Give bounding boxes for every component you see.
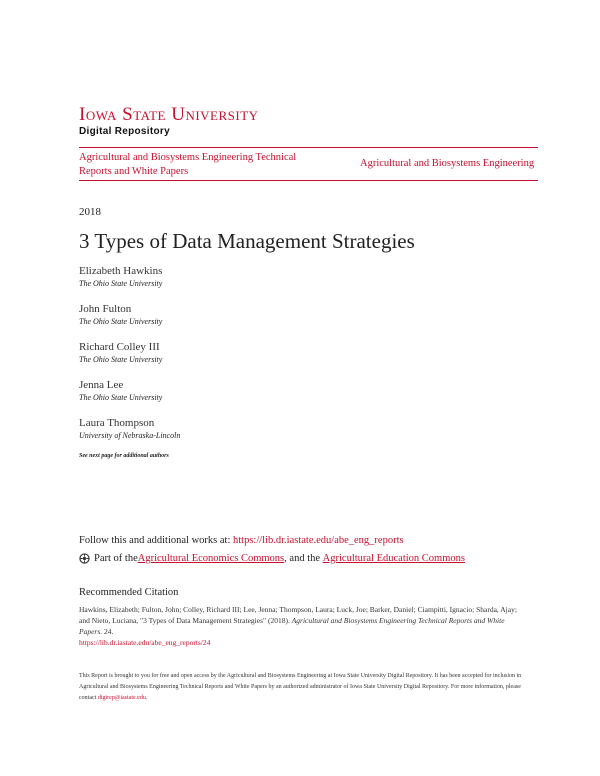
citation-series: Agricultural and Biosystems Engineering Technical Reports and White Papers — [79, 616, 505, 636]
header-top-rule — [79, 147, 538, 148]
citation-authors: Hawkins, Elizabeth; Fulton, John; Colley, Richard III; Lee, Jenna; Thompson, Laura; Luck, Joe; Barker, Daniel; Ciampitti, Ignacio; Sharda, Ajay; and Nieto, Luciana, "3 Types of Data Management Strategies" (2018). — [79, 605, 517, 625]
author-name: John Fulton — [79, 303, 132, 315]
author-name: Jenna Lee — [79, 379, 124, 391]
citation-text — [79, 604, 529, 648]
author-affiliation: The Ohio State University — [79, 355, 163, 364]
header-bottom-rule — [79, 180, 538, 181]
follow-prefix: Follow this and additional works at: — [79, 535, 233, 546]
additional-authors-note: See next page for additional authors — [79, 453, 169, 459]
citation-number: . 24. — [100, 627, 114, 636]
document-title: 3 Types of Data Management Strategies — [79, 229, 415, 253]
access-statement — [79, 671, 529, 704]
university-logo[interactable] — [79, 105, 259, 137]
recommended-citation-heading: Recommended Citation — [79, 587, 179, 598]
author-affiliation: The Ohio State University — [79, 393, 163, 402]
logo-main-text: Iowa State University — [79, 104, 259, 125]
part-of-line — [79, 553, 465, 564]
logo-sub-text: Digital Repository — [79, 126, 170, 137]
author-block — [79, 303, 379, 327]
author-block — [79, 379, 379, 403]
citation-url-link[interactable]: https://lib.dr.iastate.edu/abe_eng_reports/24 — [79, 638, 211, 647]
publication-year: 2018 — [79, 206, 101, 218]
author-name: Elizabeth Hawkins — [79, 265, 163, 277]
author-name: Laura Thompson — [79, 417, 155, 429]
author-block — [79, 265, 379, 289]
network-pin-icon — [79, 553, 90, 564]
series-link[interactable]: Agricultural and Biosystems Engineering Technical Reports and White Papers — [79, 152, 297, 177]
agricultural-education-commons-link[interactable]: Agricultural Education Commons — [322, 553, 465, 564]
agricultural-economics-commons-link[interactable]: Agricultural Economics Commons — [137, 553, 285, 564]
follow-line — [79, 535, 404, 546]
access-statement-text: This Report is brought to you for free and open access by the Agricultural and Biosystems Engineering at Iowa State University Digital Repository. It has been accepted for inclusion in Agricultural and Biosystems Engineering Technical Reports and White Papers by an authorized administrator of Iowa State University Digital Repository. For more information, please contact — [79, 673, 522, 701]
part-of-middle: , and the — [284, 553, 323, 564]
author-name: Richard Colley III — [79, 341, 160, 353]
author-block — [79, 417, 379, 441]
collection-url-link[interactable]: https://lib.dr.iastate.edu/abe_eng_reports — [233, 535, 404, 546]
access-statement-end: . — [145, 695, 148, 701]
author-affiliation: The Ohio State University — [79, 317, 163, 326]
author-affiliation: The Ohio State University — [79, 279, 163, 288]
author-affiliation: University of Nebraska-Lincoln — [79, 431, 181, 440]
contact-email-link[interactable]: digirep@iastate.edu — [97, 695, 146, 701]
department-link[interactable]: Agricultural and Biosystems Engineering — [360, 158, 535, 169]
part-of-prefix: Part of the — [94, 553, 138, 564]
author-block — [79, 341, 379, 365]
